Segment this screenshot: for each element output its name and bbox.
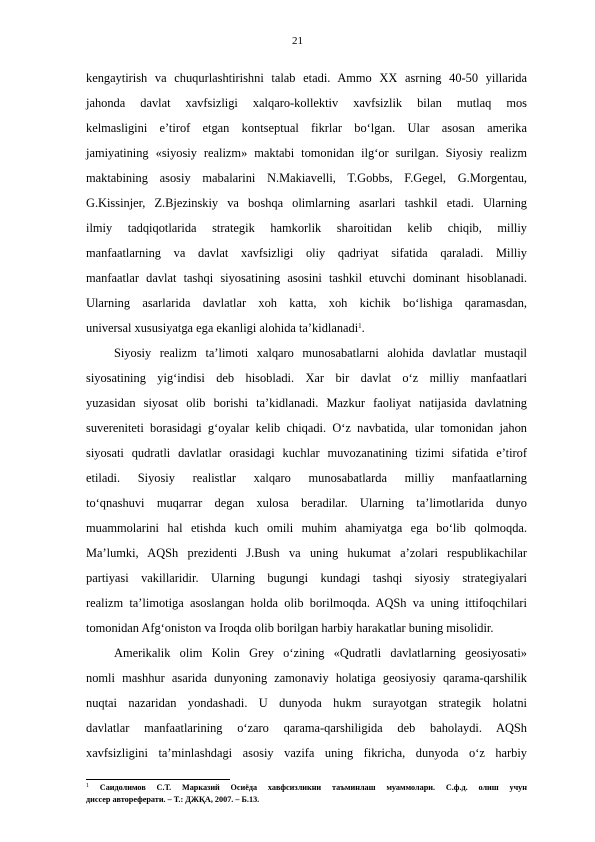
text-line: nomli mashhur asarida dunyoning zamonaviy holatiga geosiyosiy qarama-qarshilik — [86, 671, 527, 685]
text-line: realizm ta’limotiga asoslangan holda olib borilmoqda. AQSh va uning ittifoqchilari — [86, 596, 527, 610]
text-line: davlatlar manfaatlarining o‘zaro qarama-qarshiligida deb baholaydi. AQSh — [86, 721, 527, 735]
text-line: Siyosiy realizm ta’limoti xalqaro munosabatlarni alohida davlatlar mustaqil — [114, 346, 527, 360]
footnote-reference[interactable]: 1 — [358, 322, 362, 330]
footnote-divider — [86, 779, 230, 780]
text-line: xavfsizligini ta’minlashdagi asosiy vazifa uning fikricha, dunyoda o‘z harbiy — [86, 746, 527, 760]
paragraph-3 — [86, 641, 527, 766]
text-line: Ma’lumki, AQSh prezidenti J.Bush va uning hukumat a’zolari respublikachilar — [86, 546, 527, 560]
text-line: G.Kissinjer, Z.Bjezinskiy va boshqa olimlarning asarlari tashkil etadi. Ularning — [86, 196, 527, 210]
text-line: universal xususiyatga ega ekanligi alohida ta’kidlanadi$^1$. — [86, 321, 365, 335]
text-line: ilmiy tadqiqotlarida strategik hamkorlik sharoitidan kelib chiqib, milliy — [86, 221, 527, 235]
footnote-number: 1 — [86, 783, 89, 789]
body-text — [86, 66, 527, 766]
text-line: kengaytirish va chuqurlashtirishni talab etadi. Ammo XX asrning 40-50 yillarida — [86, 71, 527, 85]
text-line: Amerikalik olim Kolin Grey o‘zining «Qudratli davlatlarning geosiyosati» — [114, 646, 527, 660]
text-line: partiyasi vakillaridir. Ularning bugungi kundagi tashqi siyosiy strategiyalari — [86, 571, 527, 585]
footnote-text: Саидолимов С.Т. Марказий Осиёда хавфсизликни таъминлаш муаммолари. С.ф.д. олиш учун — [99, 783, 527, 792]
footnote-line — [86, 782, 527, 794]
paragraph-1 — [86, 66, 527, 341]
text-line: Ularning asarlarida davlatlar xoh katta, xoh kichik bo‘lishiga qaramasdan, — [86, 296, 527, 310]
text-line: manfaatlarning va davlat xavfsizligi oliy qadriyat sifatida qaraladi. Milliy — [86, 246, 527, 260]
text-line-content: universal xususiyatga ega ekanligi alohida ta’kidlanadi — [86, 321, 359, 335]
footnote-line: диссер автореферати. – Т.: ДЖҚА, 2007. – Б.13. — [86, 795, 260, 804]
text-line: etiladi. Siyosiy realistlar xalqaro munosabatlarda milliy manfaatlarning — [86, 471, 527, 485]
text-line: muammolarini hal etishda kuch omili muhim ahamiyatga ega bo‘lib qolmoqda. — [86, 521, 527, 535]
text-line: manfaatlar davlat tashqi siyosatining asosini tashkil etuvchi dominant hisoblanadi. — [86, 271, 527, 285]
paragraph-2 — [86, 341, 527, 641]
text-line: jahonda davlat xavfsizligi xalqaro-kollektiv xavfsizlik bilan mutlaq mos — [86, 96, 527, 110]
text-line: to‘qnashuvi muqarrar degan xulosa beradilar. Ularning ta’limotlarida dunyo — [86, 496, 527, 510]
text-line: tomonidan Afg‘oniston va Iroqda olib borilgan harbiy harakatlar buning misolidir. — [86, 621, 494, 635]
text-line: yuzasidan siyosat olib borishi ta’kidlanadi. Mazkur faoliyat natijasida davlatning — [86, 396, 527, 410]
page-number: 21 — [292, 35, 303, 47]
text-line: siyosati qudratli davlatlar orasidagi kuchlar muvozanatining tizimi sifatida e’tirof — [86, 446, 527, 460]
text-line: siyosatining yig‘indisi deb hisobladi. Xar bir davlat o‘z milliy manfaatlari — [86, 371, 527, 385]
text-line: suvereniteti borasidagi g‘oyalar kelib chiqadi. O‘z navbatida, ular tomonidan jahon — [86, 421, 527, 435]
text-line: nuqtai nazaridan yondashadi. U dunyoda hukm surayotgan strategik holatni — [86, 696, 527, 710]
footnote — [86, 782, 527, 806]
text-line: maktabining asosiy mabalarini N.Makiavelli, T.Gobbs, F.Gegel, G.Morgentau, — [86, 171, 527, 185]
text-line: jamiyatining «siyosiy realizm» maktabi tomonidan ilg‘or surilgan. Siyosiy realizm — [86, 146, 527, 160]
text-line: kelmasligini e’tirof etgan kontseptual fikrlar bo‘lgan. Ular asosan amerika — [86, 121, 527, 135]
